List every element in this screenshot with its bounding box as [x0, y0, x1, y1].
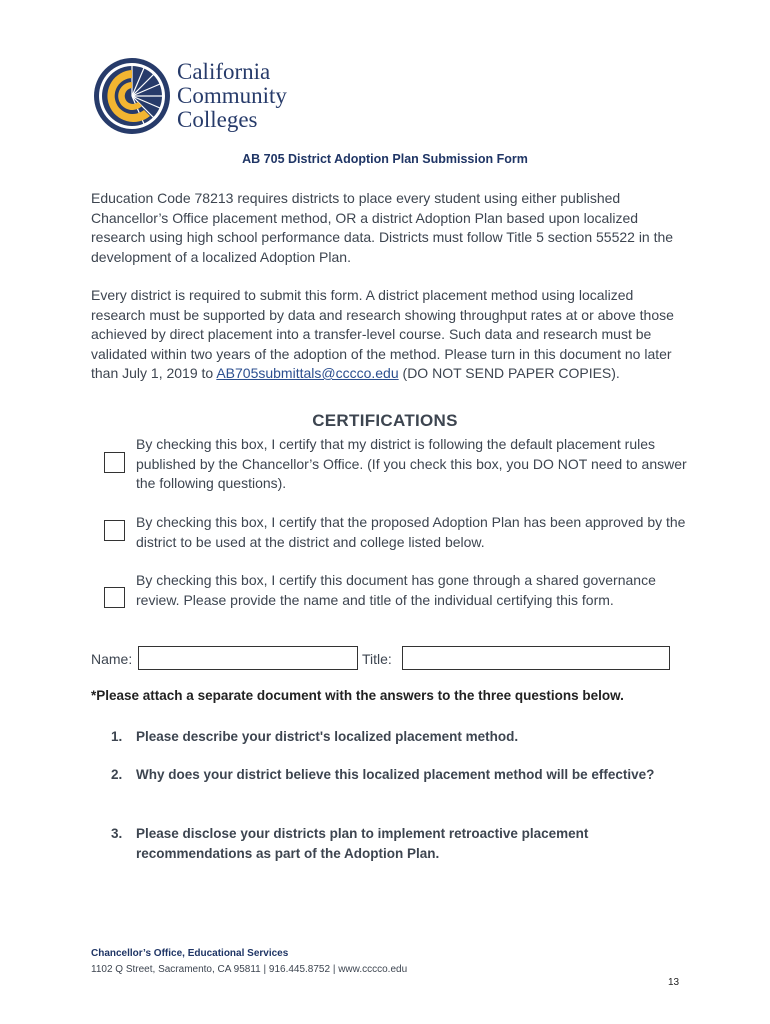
question-number-2: 2. [111, 767, 123, 782]
page-number: 13 [668, 977, 680, 988]
org-name [177, 60, 287, 132]
certification-text-1: By checking this box, I certify that my district is following the default placement rules published by the Chancellor’s Office. (If you check this box, you DO NOT need to answer the following questions). [136, 436, 687, 491]
intro-paragraph-2 [91, 286, 691, 384]
certification-checkbox-2[interactable] [104, 520, 125, 541]
intro-paragraph-2-text: Every district is required to submit this form. A district placement method using localized research must be supported by data and research showing throughput rates at or above those achieved by direct placement into a transfer-level course. Such data and research must be validated within two years of the adoption of the method. Please turn in this document no later than July 1, 2019 to [91, 287, 674, 381]
name-label: Name: [91, 651, 133, 667]
footer-department: Chancellor’s Office, Educational Services [91, 948, 289, 959]
intro-paragraph-2-tail: (DO NOT SEND PAPER COPIES). [398, 365, 620, 381]
question-text-3: Please disclose your districts plan to implement retroactive placement recommendations as part of the Adoption Plan. [136, 826, 589, 861]
form-title: AB 705 District Adoption Plan Submission Form [242, 152, 528, 166]
attachment-note: *Please attach a separate document with the answers to the three questions below. [91, 688, 624, 703]
question-text-2: Why does your district believe this localized placement method will be effective? [136, 767, 655, 782]
certification-text-3: By checking this box, I certify this document has gone through a shared governance review. Please provide the name and title of the individual certifying this form. [136, 572, 656, 608]
title-input[interactable] [402, 646, 670, 670]
question-number-1: 1. [111, 729, 123, 744]
footer-address: 1102 Q Street, Sacramento, CA 95811 | 916.445.8752 | www.cccco.edu [91, 964, 408, 975]
question-number-3: 3. [111, 826, 123, 841]
org-name-line-3: Colleges [177, 107, 258, 132]
org-name-line-1: California [177, 59, 271, 84]
org-name-line-2: Community [177, 83, 287, 108]
college-seal-icon [92, 56, 172, 136]
certification-checkbox-1[interactable] [104, 452, 125, 473]
submittal-email-link[interactable]: AB705submittals@cccco.edu [216, 365, 399, 381]
title-label: Title: [362, 651, 392, 667]
certification-checkbox-3[interactable] [104, 587, 125, 608]
intro-paragraph-1: Education Code 78213 requires districts to place every student using either published Chancellor’s Office placement method, OR a district Adoption Plan based upon localized research using high school performance data. Districts must follow Title 5 section 55522 in the development of a localized Adoption Plan. [91, 190, 674, 265]
certification-text-2: By checking this box, I certify that the proposed Adoption Plan has been approved by the district to be used at the district and college listed below. [136, 514, 686, 550]
question-text-1: Please describe your district's localized placement method. [136, 729, 519, 744]
logo [92, 56, 172, 136]
certifications-heading: CERTIFICATIONS [312, 411, 458, 430]
name-input[interactable] [138, 646, 358, 670]
